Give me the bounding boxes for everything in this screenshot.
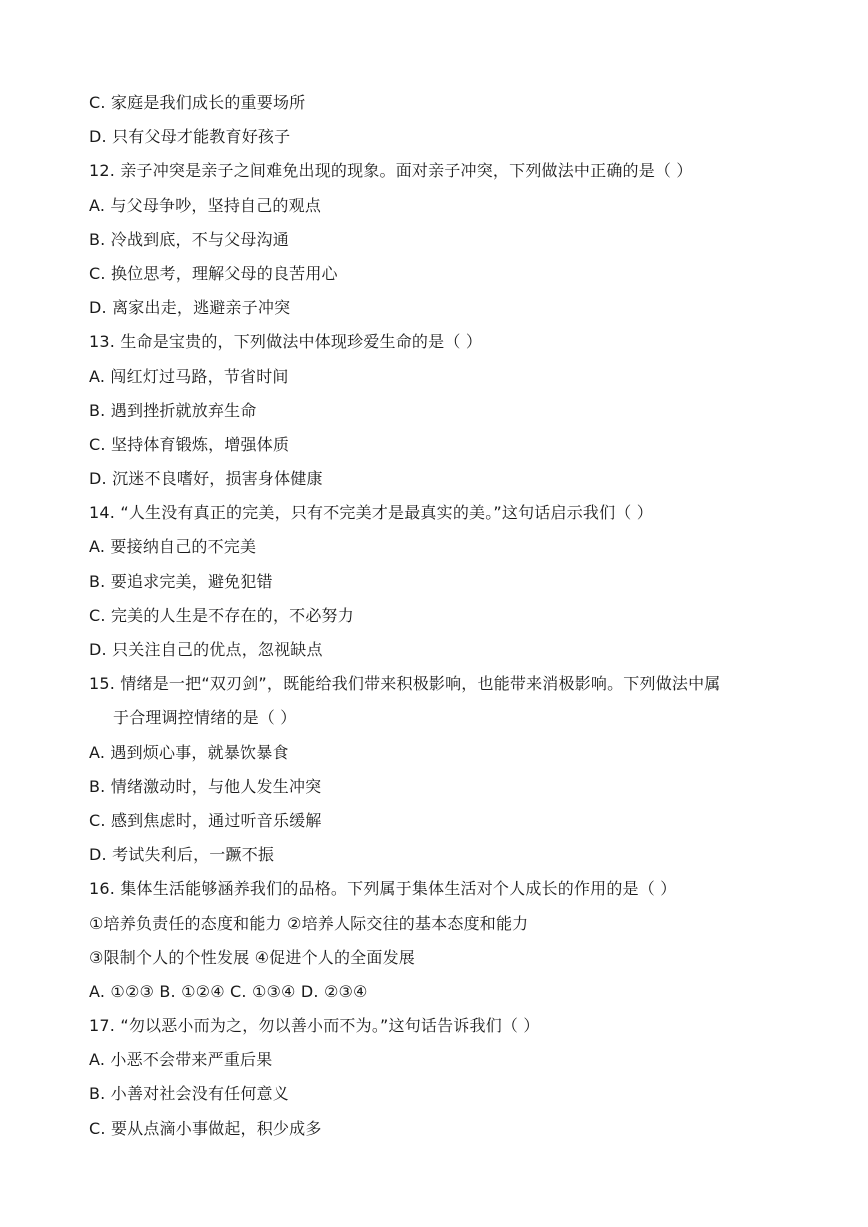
option-line: A. 闯红灯过马路，节省时间	[89, 366, 289, 386]
option-line: B. 冷战到底，不与父母沟通	[89, 229, 289, 249]
option-line: B. 情绪激动时，与他人发生冲突	[89, 776, 322, 796]
option-line: D. 离家出走，逃避亲子冲突	[89, 298, 291, 318]
question-line: 14. “人生没有真正的完美，只有不完美才是最真实的美。”这句话启示我们（ ）	[89, 503, 653, 523]
question-line: 13. 生命是宝贵的，下列做法中体现珍爱生命的是（ ）	[89, 332, 483, 352]
statement-line: ③限制个人的个性发展 ④促进个人的全面发展	[89, 947, 415, 967]
statement-line: ①培养负责任的态度和能力 ②培养人际交往的基本态度和能力	[89, 913, 529, 933]
option-line: A. 小恶不会带来严重后果	[89, 1050, 273, 1070]
option-line: C. 坚持体育锻炼，增强体质	[89, 434, 290, 454]
option-line: C. 要从点滴小事做起，积少成多	[89, 1118, 322, 1138]
option-line: D. 考试失利后，一蹶不振	[89, 845, 275, 865]
question-line: 16. 集体生活能够涵养我们的品格。下列属于集体生活对个人成长的作用的是（ ）	[89, 879, 677, 899]
option-line: B. 遇到挫折就放弃生命	[89, 400, 257, 420]
question-line: 12. 亲子冲突是亲子之间难免出现的现象。面对亲子冲突，下列做法中正确的是（ ）	[89, 161, 693, 181]
option-line: C. 完美的人生是不存在的，不必努力	[89, 605, 354, 625]
option-line: D. 只有父母才能教育好孩子	[89, 127, 291, 147]
options-inline-line: A. ①②③ B. ①②④ C. ①③④ D. ②③④	[89, 981, 368, 1001]
option-line: A. 与父母争吵，坚持自己的观点	[89, 195, 322, 215]
option-line: A. 遇到烦心事，就暴饮暴食	[89, 742, 289, 762]
option-line: C. 换位思考，理解父母的良苦用心	[89, 263, 338, 283]
option-line: B. 小善对社会没有任何意义	[89, 1084, 289, 1104]
question-line: 17. “勿以恶小而为之，勿以善小而不为。”这句话告诉我们（ ）	[89, 1016, 540, 1036]
document-page	[89, 86, 789, 1146]
option-line: C. 感到焦虑时，通过听音乐缓解	[89, 810, 322, 830]
question-line: 15. 情绪是一把“双刃剑”，既能给我们带来积极影响，也能带来消极影响。下列做法中属	[89, 674, 721, 694]
question-line-continued: 于合理调控情绪的是（ ）	[113, 708, 297, 728]
option-line: D. 只关注自己的优点，忽视缺点	[89, 640, 323, 659]
option-line: D. 沉迷不良嗜好，损害身体健康	[89, 469, 323, 489]
option-line: C. 家庭是我们成长的重要场所	[89, 93, 306, 112]
option-line: B. 要追求完美，避免犯错	[89, 571, 273, 591]
option-line: A. 要接纳自己的不完美	[89, 537, 257, 557]
